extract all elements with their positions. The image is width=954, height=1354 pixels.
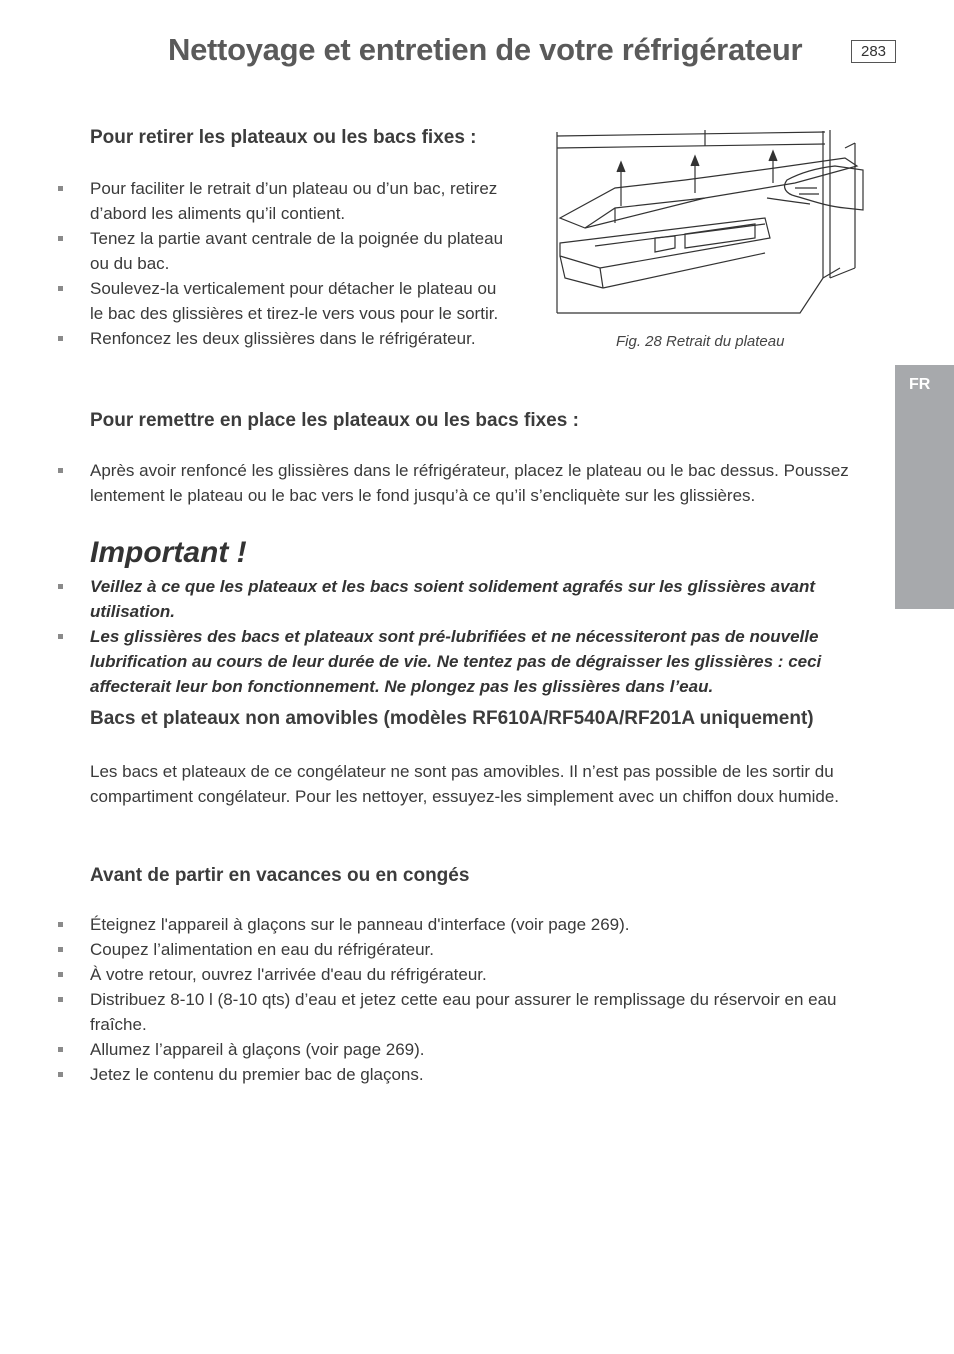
bullet-icon [58,947,63,952]
list-item: Tenez la partie avant centrale de la poignée du plateau ou du bac. [0,226,506,276]
bullet-icon [58,584,63,589]
figure-caption: Fig. 28 Retrait du plateau [616,333,785,350]
bullet-icon [58,1047,63,1052]
bullet-icon [58,186,63,191]
page-title: Nettoyage et entretien de votre réfrigérateur [168,32,803,67]
vacation-steps-list [0,912,890,1087]
bullet-icon [58,236,63,241]
list-item: Après avoir renfoncé les glissières dans le réfrigérateur, placez le plateau ou le bac dessus. Poussez lentement le plateau ou le bac vers le fond jusqu’à ce qu’il s’encliquète sur les glissières. [0,458,890,508]
remove-steps-list [0,176,506,351]
list-item: Distribuez 8-10 l (8-10 qts) d’eau et jetez cette eau pour assurer le remplissage du réservoir en eau fraîche. [0,987,890,1037]
bullet-icon [58,1072,63,1077]
non-removable-text: Les bacs et plateaux de ce congélateur ne sont pas amovibles. Il n’est pas possible de les sortir du compartiment congélateur. Pour les nettoyer, essuyez-les simplement avec un chiffon doux humide. [90,762,840,806]
bullet-icon [58,922,63,927]
list-item: Les glissières des bacs et plateaux sont pré-lubrifiées et ne nécessiteront pas de nouvelle lubrification au cours de leur durée de vie. Ne tentez pas de dégraisser les glissières : ceci affecterait leur bon fonctionnement. Ne plongez pas les glissières dans l’eau. [0,624,890,699]
bullet-icon [58,336,63,341]
bullet-icon [58,468,63,473]
section-heading-non-removable: Bacs et plateaux non amovibles (modèles RF610A/RF540A/RF201A uniquement) [90,708,814,729]
bullet-icon [58,286,63,291]
shelf-removal-illustration [555,128,865,318]
list-item: Soulevez-la verticalement pour détacher le plateau ou le bac des glissières et tirez-le vers vous pour le sortir. [0,276,506,326]
list-item: Éteignez l'appareil à glaçons sur le panneau d'interface (voir page 269). [0,912,890,937]
language-tab [895,365,954,609]
list-item: À votre retour, ouvrez l'arrivée d'eau du réfrigérateur. [0,962,890,987]
bullet-icon [58,972,63,977]
list-item: Renfoncez les deux glissières dans le réfrigérateur. [0,326,506,351]
section-heading-replace: Pour remettre en place les plateaux ou les bacs fixes : [90,410,579,431]
important-heading: Important ! [90,536,247,569]
important-notes-list [0,574,890,699]
list-item: Allumez l’appareil à glaçons (voir page 269). [0,1037,890,1062]
bullet-icon [58,997,63,1002]
section-heading-remove: Pour retirer les plateaux ou les bacs fixes : [90,127,477,148]
section-heading-vacation: Avant de partir en vacances ou en congés [90,865,470,886]
list-item: Pour faciliter le retrait d’un plateau ou d’un bac, retirez d’abord les aliments qu’il contient. [0,176,506,226]
list-item: Veillez à ce que les plateaux et les bacs soient solidement agrafés sur les glissières avant utilisation. [0,574,890,624]
bullet-icon [58,634,63,639]
list-item: Jetez le contenu du premier bac de glaçons. [0,1062,890,1087]
language-tab-label: FR [909,376,931,393]
replace-steps-list [0,458,890,508]
page-number: 283 [851,40,896,63]
list-item: Coupez l’alimentation en eau du réfrigérateur. [0,937,890,962]
